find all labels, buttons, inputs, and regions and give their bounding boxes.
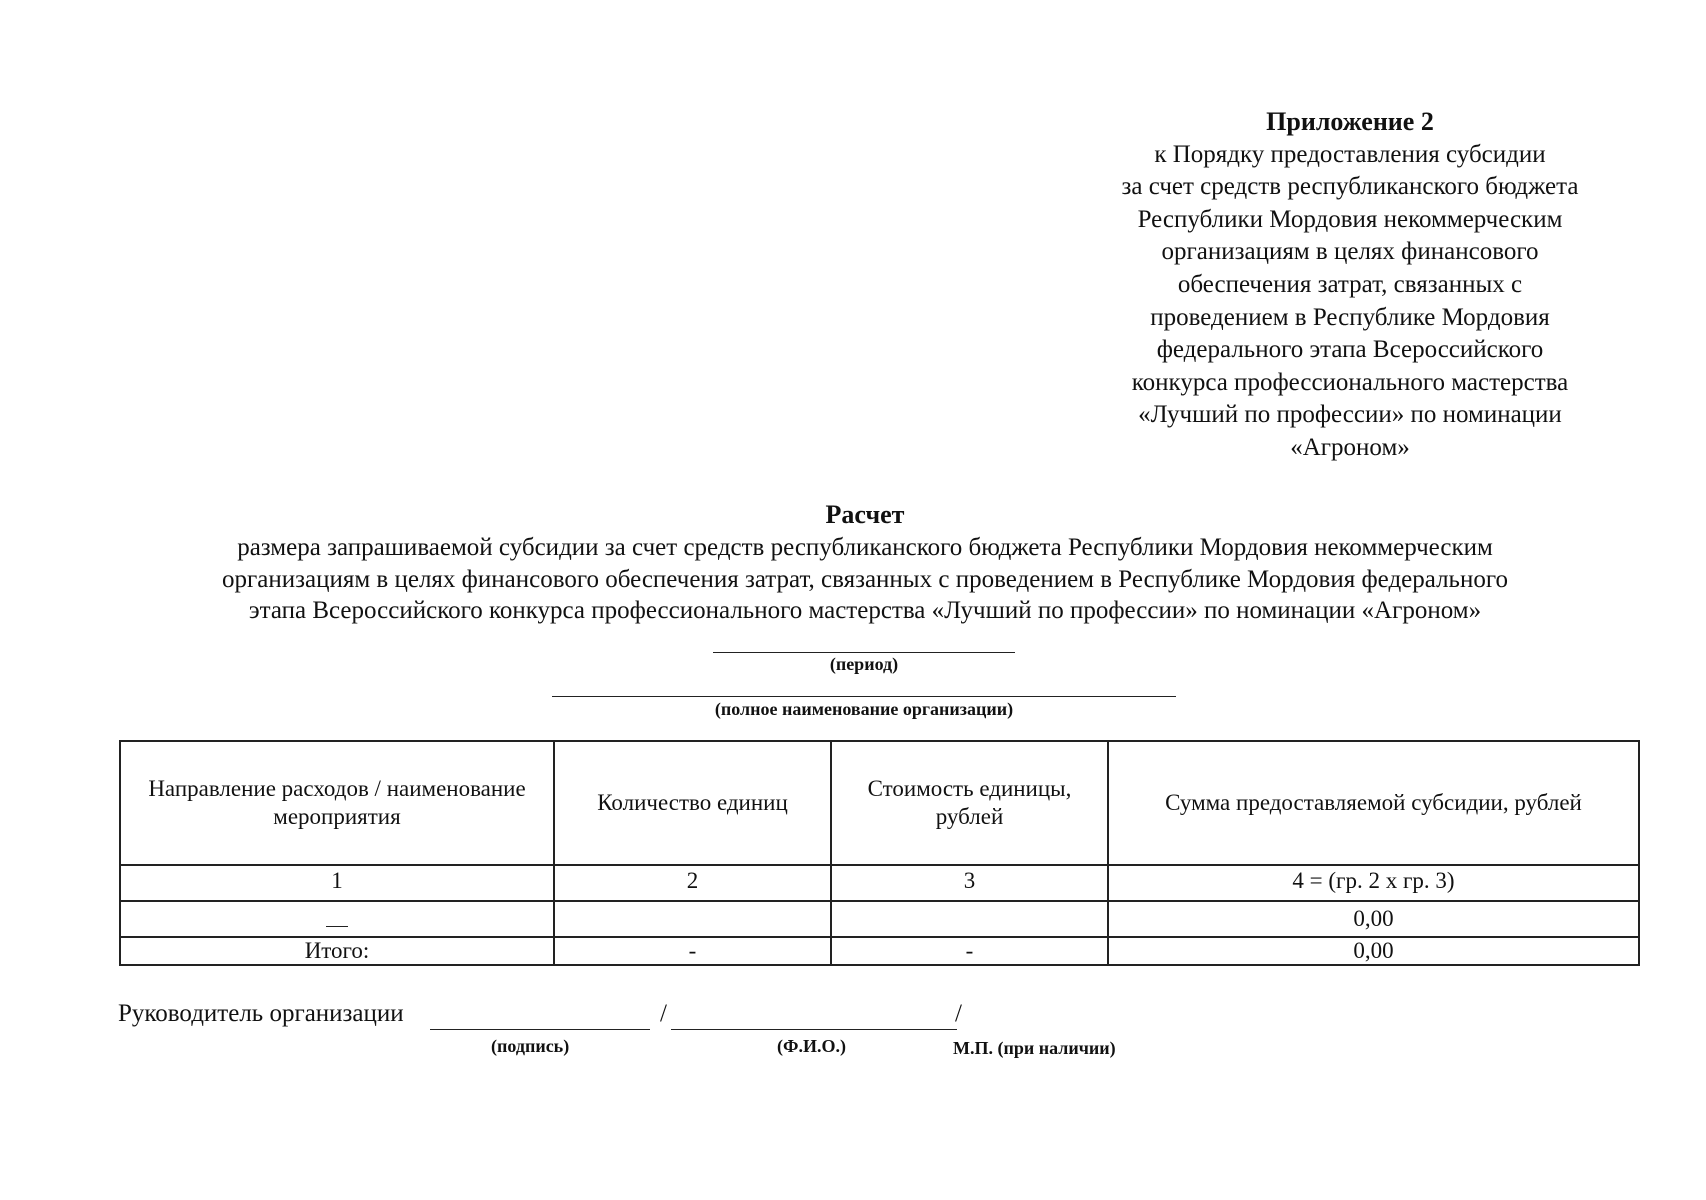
calculation-description — [120, 532, 1610, 627]
header-expense-direction: Направление расходов / наименование мероприятия — [120, 741, 554, 865]
name-caption: (Ф.И.О.) — [777, 1036, 846, 1056]
table-row — [120, 901, 1639, 937]
calculation-line: размера запрашиваемой субсидии за счет средств республиканского бюджета Республики Мордовия некоммерческим — [237, 534, 1493, 561]
organization-field-line[interactable] — [552, 696, 1176, 697]
appendix-line: конкурса профессионального мастерства — [1131, 368, 1569, 396]
appendix-line: федерального этапа Всероссийского — [1156, 336, 1544, 364]
appendix-line: проведением в Республике Мордовия — [1150, 303, 1550, 331]
total-unit-count: - — [554, 937, 831, 965]
calculation-line: организациям в целях финансового обеспечения затрат, связанных с проведением в Республике Мордовия федерального — [222, 565, 1508, 593]
appendix-line: организациям в целях финансового — [1161, 238, 1539, 266]
calculation-title: Расчет — [825, 500, 905, 529]
organization-caption: (полное наименование организации) — [714, 699, 1014, 719]
table-header-row — [120, 741, 1639, 865]
column-number-row — [120, 865, 1639, 901]
header-unit-count: Количество единиц — [554, 741, 831, 865]
unit-count-cell[interactable] — [554, 901, 831, 937]
subsidy-table — [119, 740, 1640, 966]
signature-field-line[interactable] — [430, 1029, 650, 1030]
appendix-line: к Порядку предоставления субсидии — [1154, 140, 1546, 168]
total-row — [120, 937, 1639, 965]
name-slash: / — [955, 1000, 962, 1027]
total-subsidy-sum: 0,00 — [1108, 937, 1639, 965]
appendix-header — [1040, 106, 1660, 465]
calculation-line: этапа Всероссийского конкурса профессионального мастерства «Лучший по профессии» по номинации «Агроном» — [248, 597, 1482, 624]
signature-caption: (подпись) — [491, 1036, 570, 1056]
appendix-line: «Лучший по профессии» по номинации — [1138, 401, 1562, 429]
unit-cost-cell[interactable] — [831, 901, 1108, 937]
header-subsidy-sum: Сумма предоставляемой субсидии, рублей — [1108, 741, 1639, 865]
column-number: 3 — [831, 865, 1108, 901]
total-label: Итого: — [120, 937, 554, 965]
subsidy-table-container — [119, 740, 1638, 966]
total-unit-cost: - — [831, 937, 1108, 965]
period-caption: (период) — [829, 654, 899, 674]
stamp-caption: М.П. (при наличии) — [953, 1038, 1116, 1058]
subsidy-sum-cell: 0,00 — [1108, 901, 1639, 937]
column-number: 1 — [120, 865, 554, 901]
name-field-line[interactable] — [671, 1029, 957, 1030]
appendix-line: «Агроном» — [1290, 433, 1410, 461]
blank-dash — [326, 926, 348, 927]
appendix-line: обеспечения затрат, связанных с — [1177, 270, 1523, 298]
signature-label: Руководитель организации — [118, 1000, 404, 1027]
expense-direction-cell[interactable] — [120, 901, 554, 937]
appendix-title: Приложение 2 — [1266, 107, 1434, 136]
signature-slash: / — [660, 1000, 667, 1027]
appendix-line: за счет средств республиканского бюджета — [1121, 173, 1579, 201]
period-field-line[interactable] — [713, 652, 1015, 653]
column-number: 2 — [554, 865, 831, 901]
appendix-line: Республики Мордовия некоммерческим — [1137, 205, 1563, 233]
header-unit-cost: Стоимость единицы, рублей — [831, 741, 1108, 865]
column-number: 4 = (гр. 2 х гр. 3) — [1108, 865, 1639, 901]
